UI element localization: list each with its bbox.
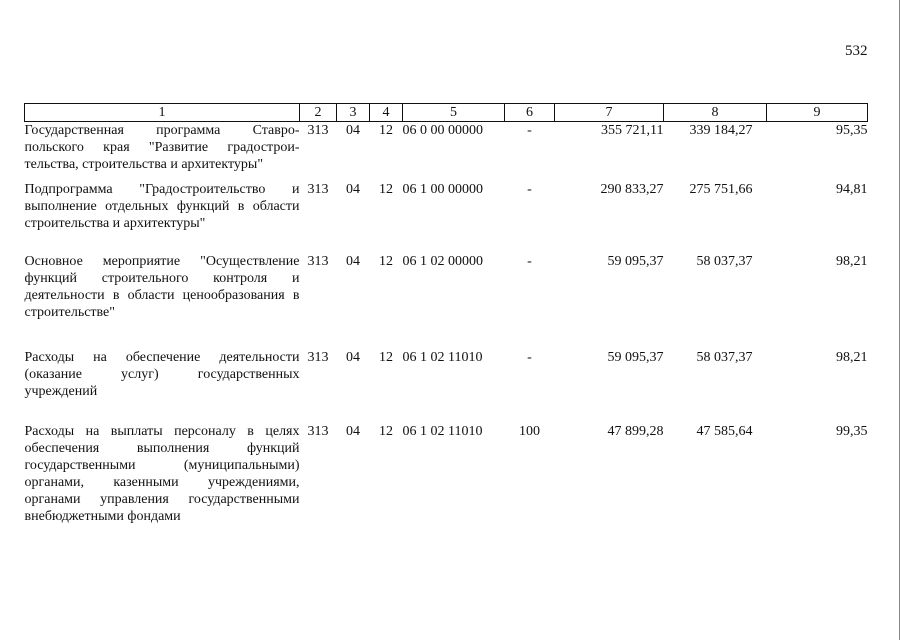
header-col-8: 8 (664, 104, 767, 122)
header-col-3: 3 (337, 104, 370, 122)
row-section: 04 (346, 349, 360, 365)
row-name: Расходы на обеспечение деятельности (оказание услуг) государственных учреждений (24, 349, 300, 399)
row-subsection: 12 (379, 349, 393, 365)
page-number: 532 (845, 43, 868, 59)
row-code-313: 313 (307, 349, 329, 365)
row-percent: 95,35 (836, 123, 868, 138)
row-percent: 98,21 (836, 349, 868, 365)
table-row (25, 181, 868, 253)
row-executed: 339 184,27 (689, 123, 753, 138)
row-name: Расходы на выплаты персоналу в целях обеспечения выполнения функций государственными (муниципальными) органами, казенными учреждениями, органами управления государственными внебюджетными фондами (24, 423, 300, 524)
row-section: 04 (346, 423, 360, 439)
row-target-article: 06 1 02 11010 (402, 349, 483, 365)
row-name: Подпрограмма "Градостроительство и выполнение отдельных функций в области строительства и архитектуры" (24, 181, 300, 231)
row-executed: 47 585,64 (696, 423, 753, 439)
row-section: 04 (346, 181, 360, 197)
table-row (25, 122, 868, 181)
row-percent: 98,21 (836, 253, 868, 269)
header-col-6: 6 (505, 104, 555, 122)
row-subsection: 12 (379, 423, 393, 439)
row-expense-type: 100 (519, 423, 540, 439)
row-section: 04 (346, 123, 360, 138)
row-name: Основное мероприятие "Осуществление функций строительного контроля и деятельности в области ценообразования в строительстве" (24, 253, 300, 320)
row-percent: 94,81 (836, 181, 868, 197)
row-subsection: 12 (379, 123, 393, 138)
header-col-7: 7 (555, 104, 664, 122)
row-expense-type: - (527, 123, 532, 138)
row-expense-type: - (527, 181, 532, 197)
row-expense-type: - (527, 349, 532, 365)
row-code-313: 313 (307, 423, 329, 439)
table-row (25, 349, 868, 423)
header-row (25, 104, 868, 122)
budget-table (24, 103, 868, 533)
row-target-article: 06 1 02 00000 (402, 253, 483, 269)
header-col-4: 4 (370, 104, 403, 122)
row-percent: 99,35 (836, 423, 868, 439)
row-code-313: 313 (307, 123, 329, 138)
header-col-1: 1 (25, 104, 300, 122)
row-target-article: 06 0 00 00000 (402, 123, 483, 138)
row-target-article: 06 1 02 11010 (402, 423, 483, 439)
row-subsection: 12 (379, 253, 393, 269)
row-expense-type: - (527, 253, 532, 269)
row-planned: 47 899,28 (607, 423, 664, 439)
row-planned: 290 833,27 (600, 181, 664, 197)
row-subsection: 12 (379, 181, 393, 197)
row-target-article: 06 1 00 00000 (402, 181, 483, 197)
row-code-313: 313 (307, 181, 329, 197)
row-executed: 58 037,37 (696, 349, 753, 365)
row-executed: 275 751,66 (689, 181, 753, 197)
row-planned: 355 721,11 (601, 123, 664, 138)
row-name: Государственная программа Ставро-польского края "Развитие градострои-тельства, строительства и архитектуры" (24, 123, 300, 172)
header-col-2: 2 (300, 104, 337, 122)
table-row (25, 423, 868, 533)
row-section: 04 (346, 253, 360, 269)
table-row (25, 253, 868, 349)
row-planned: 59 095,37 (607, 349, 664, 365)
header-col-5: 5 (403, 104, 505, 122)
row-code-313: 313 (307, 253, 329, 269)
scan-edge-line (899, 0, 900, 640)
row-planned: 59 095,37 (607, 253, 664, 269)
header-col-9: 9 (767, 104, 868, 122)
row-executed: 58 037,37 (696, 253, 753, 269)
